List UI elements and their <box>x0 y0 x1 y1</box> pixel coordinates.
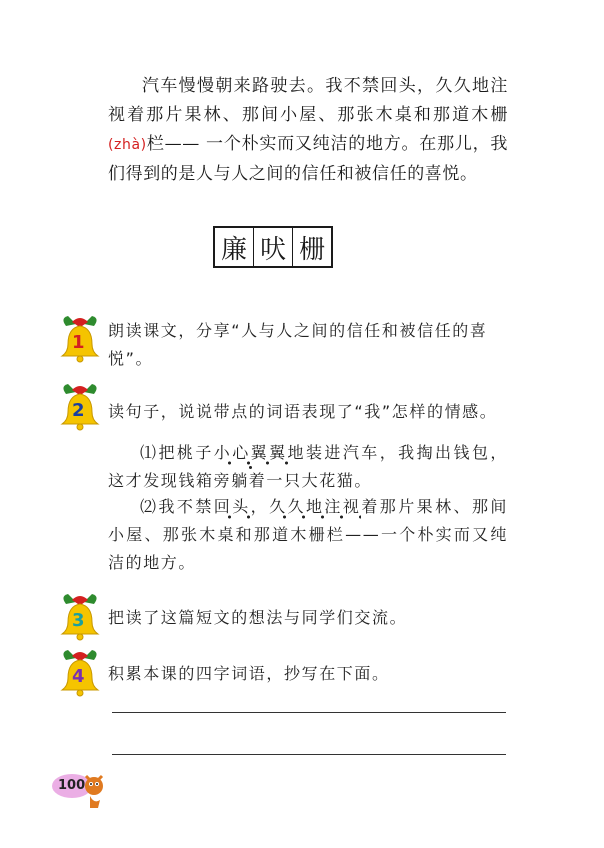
dotted-phrase: 久久地注视 <box>269 497 361 520</box>
character-boxes <box>213 226 333 268</box>
writing-line <box>112 712 506 713</box>
sentence-text: ， <box>250 497 270 516</box>
character-box: 廉 <box>215 228 254 266</box>
question-1: 朗读课文，分享“人与人之间的信任和被信任的喜悦”。 <box>108 321 488 368</box>
bell-number: 4 <box>72 666 85 687</box>
sentence-text: 着那片果林、那间小屋、那张木桌和那道木栅栏——一个朴实而又纯洁的地方。 <box>108 497 508 572</box>
dotted-phrase: 小心翼翼 <box>214 443 288 466</box>
pinyin-zha: (zhà) <box>108 137 147 153</box>
character-box: 吠 <box>254 228 293 266</box>
sentence-text: ⑴把桃子 <box>140 443 214 462</box>
question-2: 读句子，说说带点的词语表现了“我”怎样的情感。 <box>108 402 498 421</box>
sentence-1 <box>108 439 508 495</box>
question-3: 把读了这篇短文的想法与同学们交流。 <box>108 608 408 627</box>
sentence-text: 地装进汽车，我掏出钱包，这才发现钱箱旁躺着一只大花猫。 <box>108 443 508 490</box>
passage <box>108 72 508 189</box>
bell-number: 1 <box>72 332 85 353</box>
passage-part2: 栏—— 一个朴实而又纯洁的地方。在那儿，我们得到的是人与人之间的信任和被信任的喜悦。 <box>108 134 508 184</box>
question-4: 积累本课的四字词语，抄写在下面。 <box>108 664 390 683</box>
page-number: 100 <box>58 778 86 793</box>
bell-number: 3 <box>72 610 85 631</box>
dotted-phrase: 回头 <box>214 497 251 520</box>
writing-line <box>112 754 506 755</box>
character-box: 栅 <box>298 234 325 265</box>
sentence-2 <box>108 493 508 577</box>
bell-number: 2 <box>72 400 85 421</box>
sentence-text: ⑵我不禁 <box>140 497 214 516</box>
passage-part1: 汽车慢慢朝来路驶去。我不禁回头，久久地注视着那片果林、那间小屋、那张木桌和那道木栅 <box>108 76 508 125</box>
